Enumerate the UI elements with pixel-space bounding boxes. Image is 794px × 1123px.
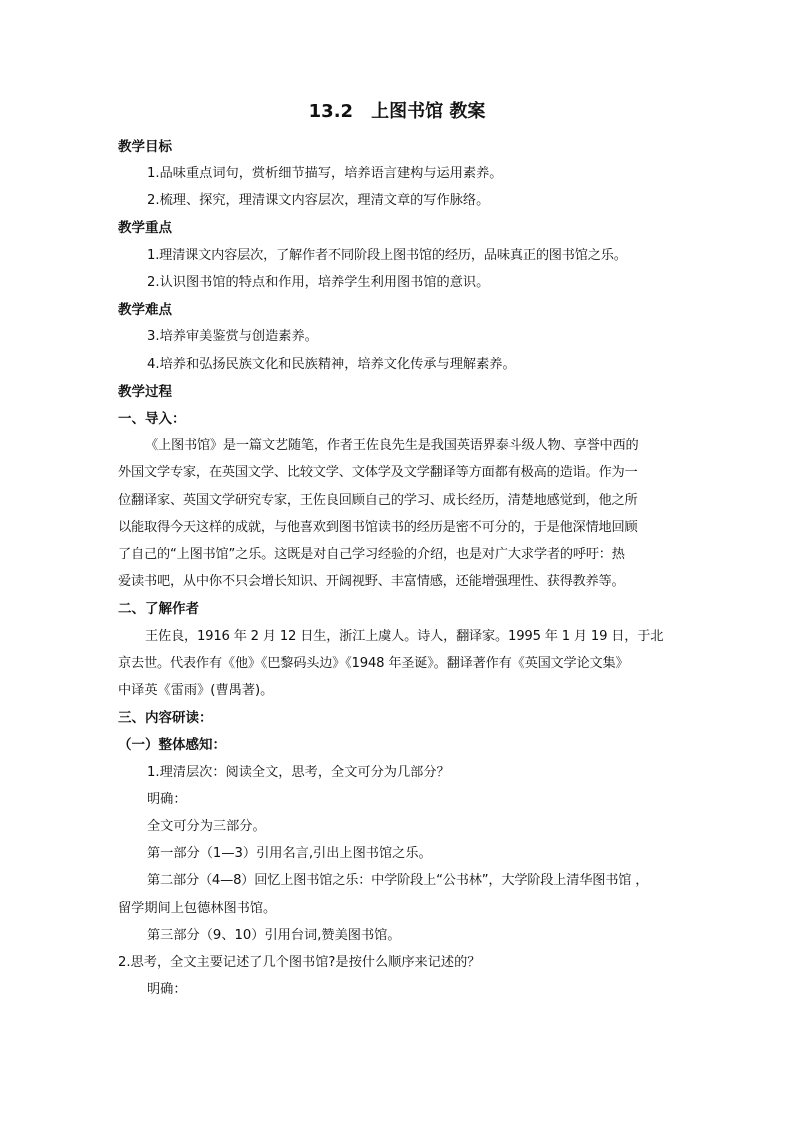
section-heading-key-points: 教学重点: [118, 220, 172, 236]
section-heading-difficulties: 教学难点: [118, 302, 172, 318]
key-point-item-1: 1.理清课文内容层次，了解作者不同阶段上图书馆的经历，品味真正的图书馆之乐。: [147, 248, 627, 263]
answer-label-2: 明确：: [147, 982, 187, 997]
answer-1-part-1: 第一部分（1—3）引用名言,引出上图书馆之乐。: [147, 846, 432, 861]
objective-item-2: 2.梳理、探究，理清课文内容层次，理清文章的写作脉络。: [147, 193, 490, 208]
intro-paragraph-line-2: 外国文学专家，在英国文学、比较文学、文体学及文学翻译等方面都有极高的造诣。作为一: [118, 465, 638, 480]
intro-paragraph-line-6: 爱读书吧，从中你不只会增长知识、开阔视野、丰富情感，还能增强理性、获得教养等。: [118, 574, 625, 589]
answer-1-part-3: 第三部分（9、10）引用台词,赞美图书馆。: [147, 928, 401, 943]
difficulty-item-3: 3.培养审美鉴赏与创造素养。: [147, 329, 318, 344]
question-2: 2.思考，全文主要记述了几个图书馆?是按什么顺序来记述的？: [118, 955, 481, 970]
key-point-item-2: 2.认识图书馆的特点和作用，培养学生利用图书馆的意识。: [147, 275, 490, 290]
answer-label-1: 明确：: [147, 792, 187, 807]
subheading-content-study: 三、内容研读：: [118, 710, 213, 726]
author-paragraph-line-3: 中译英《雷雨》(曹禺著)。: [118, 683, 274, 698]
subheading-about-author: 二、了解作者: [118, 601, 199, 617]
difficulty-item-4: 4.培养和弘扬民族文化和民族精神，培养文化传承与理解素养。: [147, 357, 516, 372]
intro-paragraph-line-3: 位翻译家、英国文学研究专家，王佐良回顾自己的学习、成长经历，清楚地感觉到，他之所: [118, 493, 638, 508]
objective-item-1: 1.品味重点词句，赏析细节描写，培养语言建构与运用素养。: [147, 166, 503, 181]
subheading-introduction: 一、导入：: [118, 411, 186, 427]
answer-1-part-2-line-1: 第二部分（4—8）回忆上图书馆之乐：中学阶段上“公书林”，大学阶段上清华图书馆 ，: [147, 873, 649, 888]
intro-paragraph-line-5: 了自己的“上图书馆”之乐。这既是对自己学习经验的介绍，也是对广大求学者的呼吁：热: [118, 547, 625, 562]
page-title: 13.2 上图书馆 教案: [308, 101, 486, 122]
question-1: 1.理清层次：阅读全文，思考，全文可分为几部分？: [147, 765, 450, 780]
author-paragraph-line-1: 王佐良，1916 年 2 月 12 日生，浙江上虞人。诗人，翻译家。1995 年 1 月 19 日，于北: [145, 629, 664, 644]
subheading-overall-perception: （一）整体感知：: [118, 737, 226, 753]
section-heading-process: 教学过程: [118, 384, 172, 400]
author-paragraph-line-2: 京去世。代表作有《他》《巴黎码头边》《1948 年圣诞》。翻译著作有《英国文学论文集》: [118, 656, 629, 671]
section-heading-objectives: 教学目标: [118, 139, 172, 155]
intro-paragraph-line-4: 以能取得今天这样的成就，与他喜欢到图书馆读书的经历是密不可分的，于是他深情地回顾: [118, 520, 638, 535]
answer-1-part-2-line-2: 留学期间上包德林图书馆。: [118, 901, 277, 916]
answer-1-line-1: 全文可分为三部分。: [147, 819, 266, 834]
intro-paragraph-line-1: 《上图书馆》是一篇文艺随笔，作者王佐良先生是我国英语界泰斗级人物、享誉中西的: [145, 438, 639, 453]
